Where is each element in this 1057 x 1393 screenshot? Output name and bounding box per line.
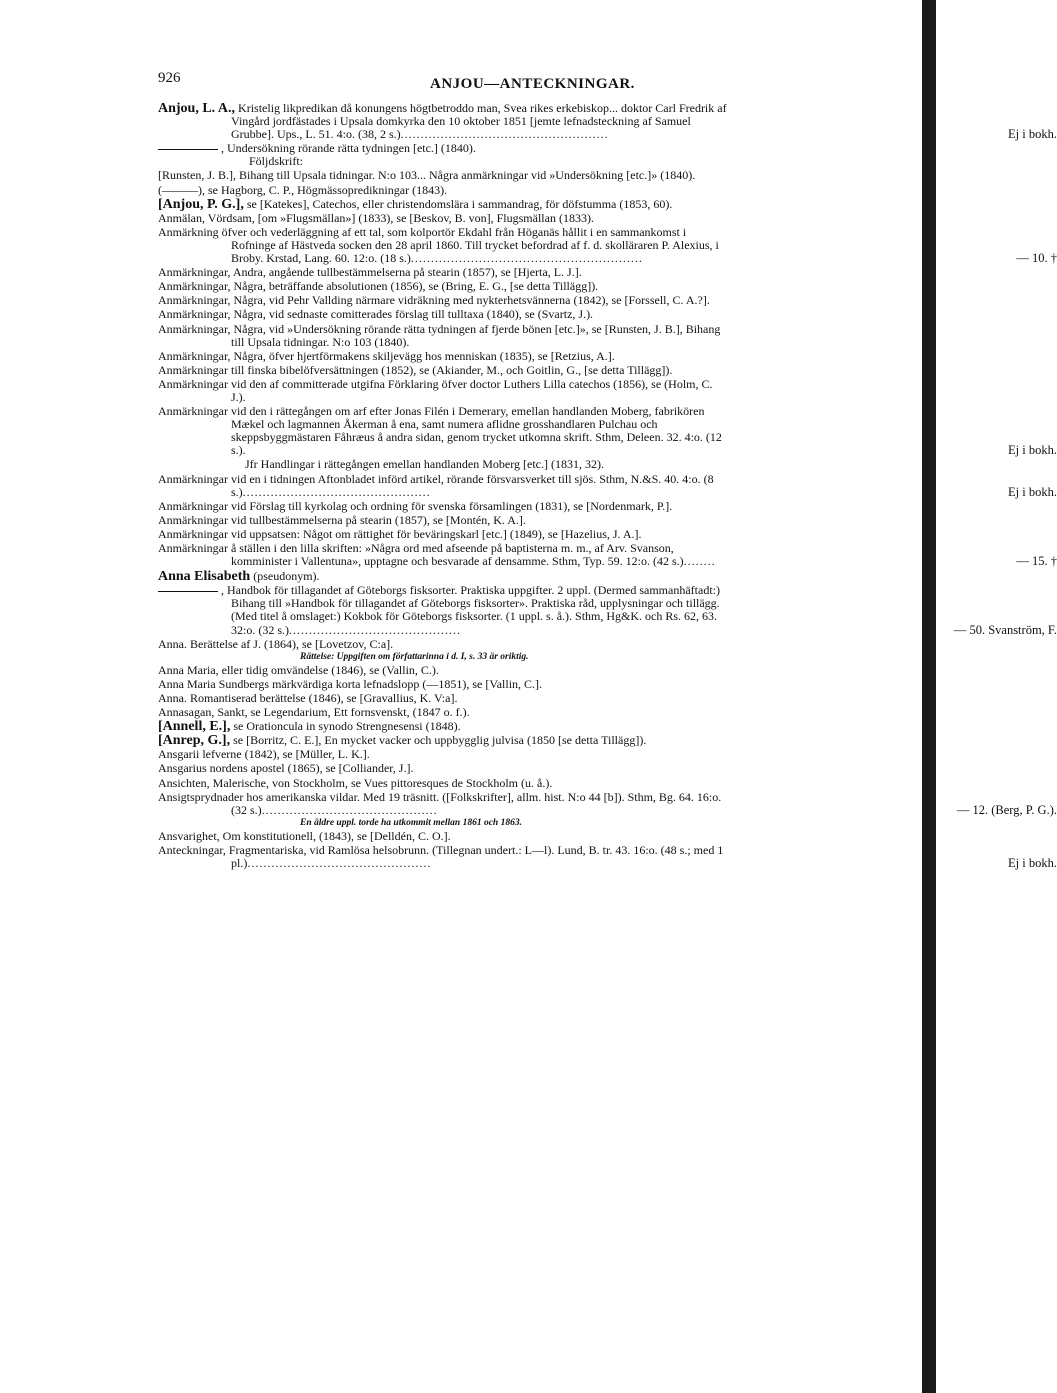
catalog-entry [0,638,727,651]
entry-text: Anmärkningar, Några, vid Pehr Vallding närmare vidräkning med nykterhetsvännerna (1842), se [Forssell, C. A.?]. [158,293,710,308]
entry-text: (pseudonym). [250,569,320,584]
entry-heading: [Annell, E.], [158,719,231,735]
catalog-entry [0,142,727,168]
catalog-entry [0,777,727,790]
catalog-entry [0,378,727,404]
catalog-entry [0,212,727,225]
entry-text: Anmärkningar, Andra, angående tullbestämmelserna på stearin (1857), se [Hjerta, L. J.]. [158,265,582,280]
entry-price-status: Ej i bokh. [1008,127,1057,142]
catalog-entry [0,471,1057,499]
entry-text: Ansgarii lefverne (1842), se [Müller, L. K.]. [158,747,370,762]
catalog-entry [0,692,727,705]
entry-note: Rättelse: Uppgiften om författarinna i d. I, s. 33 är oriktig. [300,651,529,662]
entry-note: En äldre uppl. torde ha utkommit mellan 1861 och 1863. [300,817,522,828]
entry-text: (———), se Hagborg, C. P., Högmässopredikningar (1843). [158,182,448,197]
catalog-entry [0,706,727,719]
catalog-entry [0,678,727,691]
catalog-entry [0,583,1057,637]
entry-text: Anmärkningar, Några, vid »Undersökning rörande rätta tydningen af fjerde bönen [etc.]», se [Runsten, J. B.], Bihang till Upsala tidningar. N:o 103 (1840). [158,321,721,349]
entry-text: Kristelig likpredikan då konungens högtbetroddo man, Svea rikes erkebiskop... doktor Carl Fredrik af Vingård jordfästades i Upsala domkyrka den 10 oktober 1851 [jemte lefnadsteckning af Samuel Grubbe]. Ups., L. 51. 4:o. (38, 2 s.) [231,101,727,142]
catalog-entry [0,224,1057,266]
dot-leader: ............................................ [261,802,438,817]
catalog-entry [0,720,727,733]
catalog-entry [0,101,1057,142]
catalog-entry [0,789,1057,817]
entry-text: se [Borritz, C. E.], En mycket vacker och uppbygglig julvisa (1850 [se detta Tillägg]). [230,733,647,748]
entry-heading: Anjou, L. A., [158,101,236,116]
catalog-entry [0,664,727,677]
entry-text: Anmälan, Vördsam, [om »Flugsmällan»] (1833), se [Beskov, B. von], Flugsmällan (1833). [158,210,594,225]
catalog-entry [0,734,727,747]
entry-text: Anmärkningar å ställen i den lilla skriften: »Några ord med afseende på baptisterna m. m., af Arv. Svanson, komminister i Vallentuna», upptagne och besvarade af densamme. Sthm, Typ. 59. 12:o. (42 s.) [158,541,684,569]
catalog-entry [0,748,727,761]
catalog-entry [0,514,727,527]
catalog-entry [0,842,1057,870]
dot-leader: ........................................... [289,622,461,637]
catalog-entry [0,364,727,377]
catalog-entry [0,184,727,197]
catalog-entry [0,266,727,279]
dot-leader: .................................................... [400,127,609,142]
entry-text: Anna. Berättelse af J. (1864), se [Lovetzov, C:a]. [158,636,394,651]
dot-leader: .......................................................... [410,251,643,266]
entry-text: Anmärkningar, Några, öfver hjertförmakens skiljevägg hos menniskan (1835), se [Retzius, A.]. [158,348,615,363]
entry-price-status: Ej i bokh. [1008,443,1057,458]
catalog-entry [0,570,727,583]
catalog-entry [0,169,727,182]
entry-text: , Handbok för tillagandet af Göteborgs fisksorter. Praktiska uppgifter. 2 uppl. (Dermed sammanhäftadt:) Bihang till »Handbok för tillagandet af Göteborgs fisksorter». Praktiska råd, upplysningar och tillägg. (Med titel å omslaget:) Kokbok för Göteborgs fisksorter. (1 uppl. s. å.). Sthm, Hg&K. och Rs. 62, 63. 32:o. (32 s.) [221,583,720,637]
entry-text: Anmärkningar vid uppsatsen: Något om rättighet för beväringskarl [etc.] (1849), se [Hazelius, J. A.]. [158,526,642,541]
entry-text: Ansvarighet, Om konstitutionell, (1843), se [Delldén, C. O.]. [158,828,451,843]
entry-heading: [Anrep, G.], [158,733,231,749]
entry-heading: Anna Elisabeth [158,569,251,585]
running-head: ANJOU—ANTECKNINGAR. [430,76,635,92]
dot-leader: ............................................... [242,484,431,499]
entry-price-status: Ej i bokh. [1008,484,1057,499]
entry-text: Jfr Handlingar i rättegången emellan handlanden Moberg [etc.] (1831, 32). [245,457,604,472]
entry-text: Anna Maria Sundbergs märkvärdiga korta lefnadslopp (—1851), se [Vallin, C.]. [158,676,543,691]
entry-text: Annasagan, Sankt, se Legendarium, Ett fornsvenskt, (1847 o. f.). [158,705,470,720]
catalog-entry [0,830,727,843]
entry-text: se [Katekes], Catechos, eller christendomslära i sammandrag, för döfstumma (1853, 60). [243,196,673,211]
entry-text: Anmärkningar vid den i rättegången om arf efter Jonas Filén i Demerary, emellan handlanden Moberg, fabrikören Mækel och lagmannen Åkerman å ena, samt numera aflidne grosshandlaren Pulchau och skeppsbyggmästaren Fåhræus å andra sidan, genom trycket utkomna skrift. Sthm, Deleen. 32. 4:o. (12 s.). [158,404,722,458]
entry-text: Ansichten, Malerische, von Stockholm, se Vues pittoresques de Stockholm (u. å.). [158,775,553,790]
entry-text: Anmärkningar till finska bibelöfversättningen (1852), se (Akiander, M., och Goitlin, G., [se detta Tillägg]). [158,362,673,377]
entry-text: Anmärkningar vid en i tidningen Aftonbladet införd artikel, rörande försvarsverket till sjös. Sthm, N.&S. 40. 4:o. (8 s.) [158,471,714,499]
entry-price-status: — 15. † [1016,554,1057,569]
entry-price-status: — 50. Svanström, F. [953,622,1057,637]
entry-text: Anmärkningar, Några, vid sednaste comitterades förslag till tulltaxa (1840), se (Svartz, J.). [158,307,594,322]
entry-text: Anmärkningar vid Förslag till kyrkolag och ordning för svenska församlingen (1831), se [Nordenmark, P.]. [158,498,673,513]
entry-text: Anmärkningar vid den af committerade utgifna Förklaring öfver doctor Luthers Lilla catechos (1856), se (Holm, C. J.). [158,376,713,404]
entry-text: Anna. Romantiserad berättelse (1846), se [Gravallius, K. V:a]. [158,690,458,705]
catalog-entry [0,323,727,349]
entry-price-status: — 12. (Berg, P. G.). [956,802,1057,817]
entry-text: [Runsten, J. B.], Bihang till Upsala tidningar. N:o 103... Några anmärkningar vid »Undersökning [etc.]» (1840). [158,168,696,183]
entry-subheading: Följdskrift: [249,154,304,169]
page-number: 926 [158,70,181,86]
catalog-entry [0,528,727,541]
catalog-entry [0,762,727,775]
catalog-entry [0,404,1057,458]
catalog-entry [0,280,727,293]
catalog-entry [0,458,741,471]
entry-text: Ansigtsprydnader hos amerikanska vildar. Med 19 träsnitt. ([Folkskrifter], allm. hist. N:o 44 [b]). Sthm, Bg. 64. 16:o. (32 s.) [158,789,722,817]
repeat-author-dash [158,149,218,150]
entry-text: , Undersökning rörande rätta tydningen [etc.] (1840). [221,141,476,156]
dot-leader: ........ [683,554,716,569]
entry-text: Anmärkningar, Några, beträffande absolutionen (1856), se (Bring, E. G., [se detta Tillägg]). [158,279,599,294]
entry-price-status: Ej i bokh. [1008,855,1057,870]
catalog-entry [0,308,727,321]
entry-text: Anna Maria, eller tidig omvändelse (1846), se (Vallin, C.). [158,662,439,677]
entry-heading: [Anjou, P. G.], [158,196,244,212]
catalog-entry [0,350,727,363]
catalog-entry [0,541,1057,569]
catalog-entry [0,500,727,513]
repeat-author-dash [158,591,218,592]
catalog-entry [0,198,727,211]
entry-text: Anmärkningar vid tullbestämmelserna på stearin (1857), se [Montén, K. A.]. [158,512,526,527]
entry-text: Ansgarius nordens apostel (1865), se [Colliander, J.]. [158,761,414,776]
dot-leader: .............................................. [247,855,432,870]
catalog-entries [0,101,1057,871]
entry-text: Anmärkning öfver och vederläggning af ett tal, som kolportör Ekdahl från Höganäs hållit i en sammankomst i Rofninge af Hästveda socken den 28 april 1860. Till trycket befordrad af f. d. skolläraren P. Alexius, i Broby. Krstad, Lang. 60. 12:o. (18 s.) [158,224,719,266]
entry-text: Anteckningar, Fragmentariska, vid Ramlösa helsobrunn. (Tillegnan undert.: L—l). Lund, B. tr. 43. 16:o. (48 s.; med 1 pl.) [158,842,724,870]
catalog-entry [0,294,727,307]
entry-price-status: — 10. † [1016,251,1057,266]
entry-text: se Orationcula in synodo Strengnesensi (1848). [230,719,461,734]
